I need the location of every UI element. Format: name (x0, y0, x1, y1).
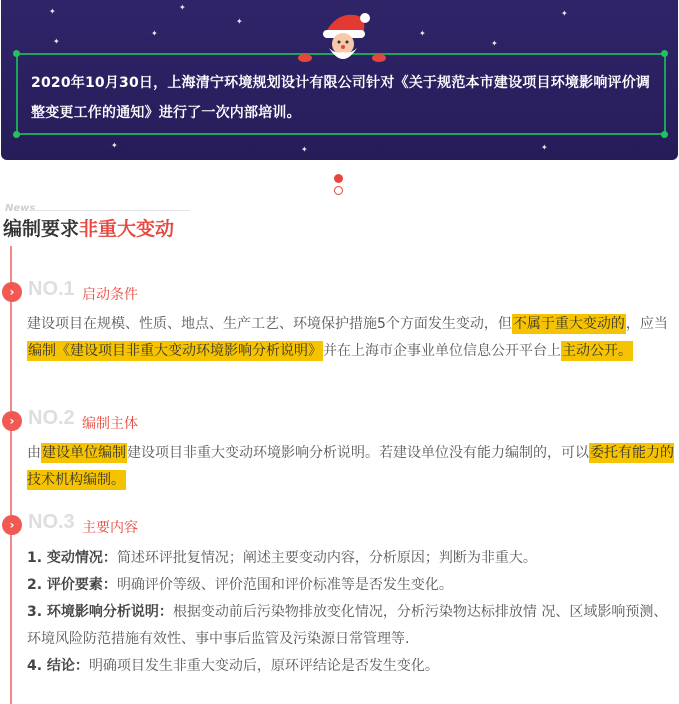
list-item-head: 1. 变动情况： (27, 550, 117, 566)
list-item-body: 根据变动前后污染物排放变化情况，分析污染物达标排放情 况、区域影响预测、环境风险防范措施有效性、事中事后监管及污染源日常管理等. (27, 604, 668, 647)
chevron-right-icon: › (2, 515, 22, 535)
highlight-text: 不属于重大变动的 (512, 316, 625, 332)
snowflake-icon: ✦ (491, 39, 498, 48)
highlight-text: 编制《建设项目非重大变动环境影响分析说明》 (28, 343, 322, 359)
snowflake-icon: ✦ (49, 7, 56, 16)
text: ，应当 (625, 316, 668, 332)
carousel-dot-active[interactable] (334, 174, 343, 183)
list-item (27, 653, 679, 680)
highlight-text: 建设单位编制 (42, 445, 126, 461)
section-title (3, 214, 174, 241)
frame-corner-dot (13, 50, 20, 57)
step-number: NO.1 (28, 278, 75, 300)
chevron-right-icon: › (2, 411, 22, 431)
list-item-body: 简述环评批复情况；阐述主要变动内容，分析原因；判断为非重大。 (116, 550, 537, 566)
step-label: 主要内容 (82, 520, 138, 536)
santa-icon (297, 8, 387, 66)
banner-text: 2020年10月30日，上海清宁环境规划设计有限公司针对《关于规范本市建设项目环境影响评价调整变更工作的通知》进行了一次内部培训。 (31, 75, 651, 121)
news-tag: News (5, 203, 36, 214)
banner (1, 0, 678, 160)
carousel-indicator (334, 174, 343, 198)
chevron-right-icon: › (2, 282, 22, 302)
frame-corner-dot (661, 131, 668, 138)
highlight-text: 委托有能力的技术机构编制。 (27, 445, 674, 488)
step-1-paragraph (27, 311, 679, 365)
text: 建设项目在规模、性质、地点、生产工艺、环境保护措施5个方面发生变动，但 (27, 316, 512, 332)
snowflake-icon: ✦ (236, 17, 243, 26)
carousel-dot[interactable] (334, 186, 343, 195)
timeline-line (10, 246, 12, 704)
list-item-body: 明确评价等级、评价范围和评价标准等是否发生变化。 (116, 577, 453, 593)
snowflake-icon: ✦ (179, 3, 186, 12)
list-item-head: 3. 环境影响分析说明： (27, 604, 173, 620)
snowflake-icon: ✦ (301, 145, 308, 154)
snowflake-icon: ✦ (541, 143, 548, 152)
list-item-body: 明确项目发生非重大变动后，原环评结论是否发生变化。 (88, 658, 439, 674)
step-number: NO.2 (28, 407, 75, 429)
highlight-text: 主动公开。 (562, 343, 632, 359)
text: 由 (27, 445, 41, 461)
snowflake-icon: ✦ (419, 29, 426, 38)
snowflake-icon: ✦ (151, 29, 158, 38)
frame-corner-dot (13, 131, 20, 138)
snowflake-icon: ✦ (111, 141, 118, 150)
text: 并在上海市企事业单位信息公开平台上 (323, 343, 561, 359)
text: 建设项目非重大变动环境影响分析说明。若建设单位没有能力编制的，可以 (127, 445, 589, 461)
section-title-highlight: 非重大变动 (79, 218, 175, 240)
content-list (27, 545, 679, 680)
section-title-prefix: 编制要求 (3, 218, 80, 240)
list-item (27, 599, 679, 653)
step-label: 启动条件 (82, 287, 138, 303)
step-number: NO.3 (28, 511, 75, 533)
step-label: 编制主体 (82, 416, 138, 432)
list-item-head: 2. 评价要素： (27, 577, 117, 593)
divider (32, 210, 190, 211)
list-item (27, 572, 679, 599)
list-item (27, 545, 679, 572)
snowflake-icon: ✦ (53, 37, 60, 46)
list-item-head: 4. 结论： (27, 658, 89, 674)
frame-corner-dot (661, 50, 668, 57)
snowflake-icon: ✦ (561, 9, 568, 18)
step-2-paragraph (27, 440, 679, 494)
